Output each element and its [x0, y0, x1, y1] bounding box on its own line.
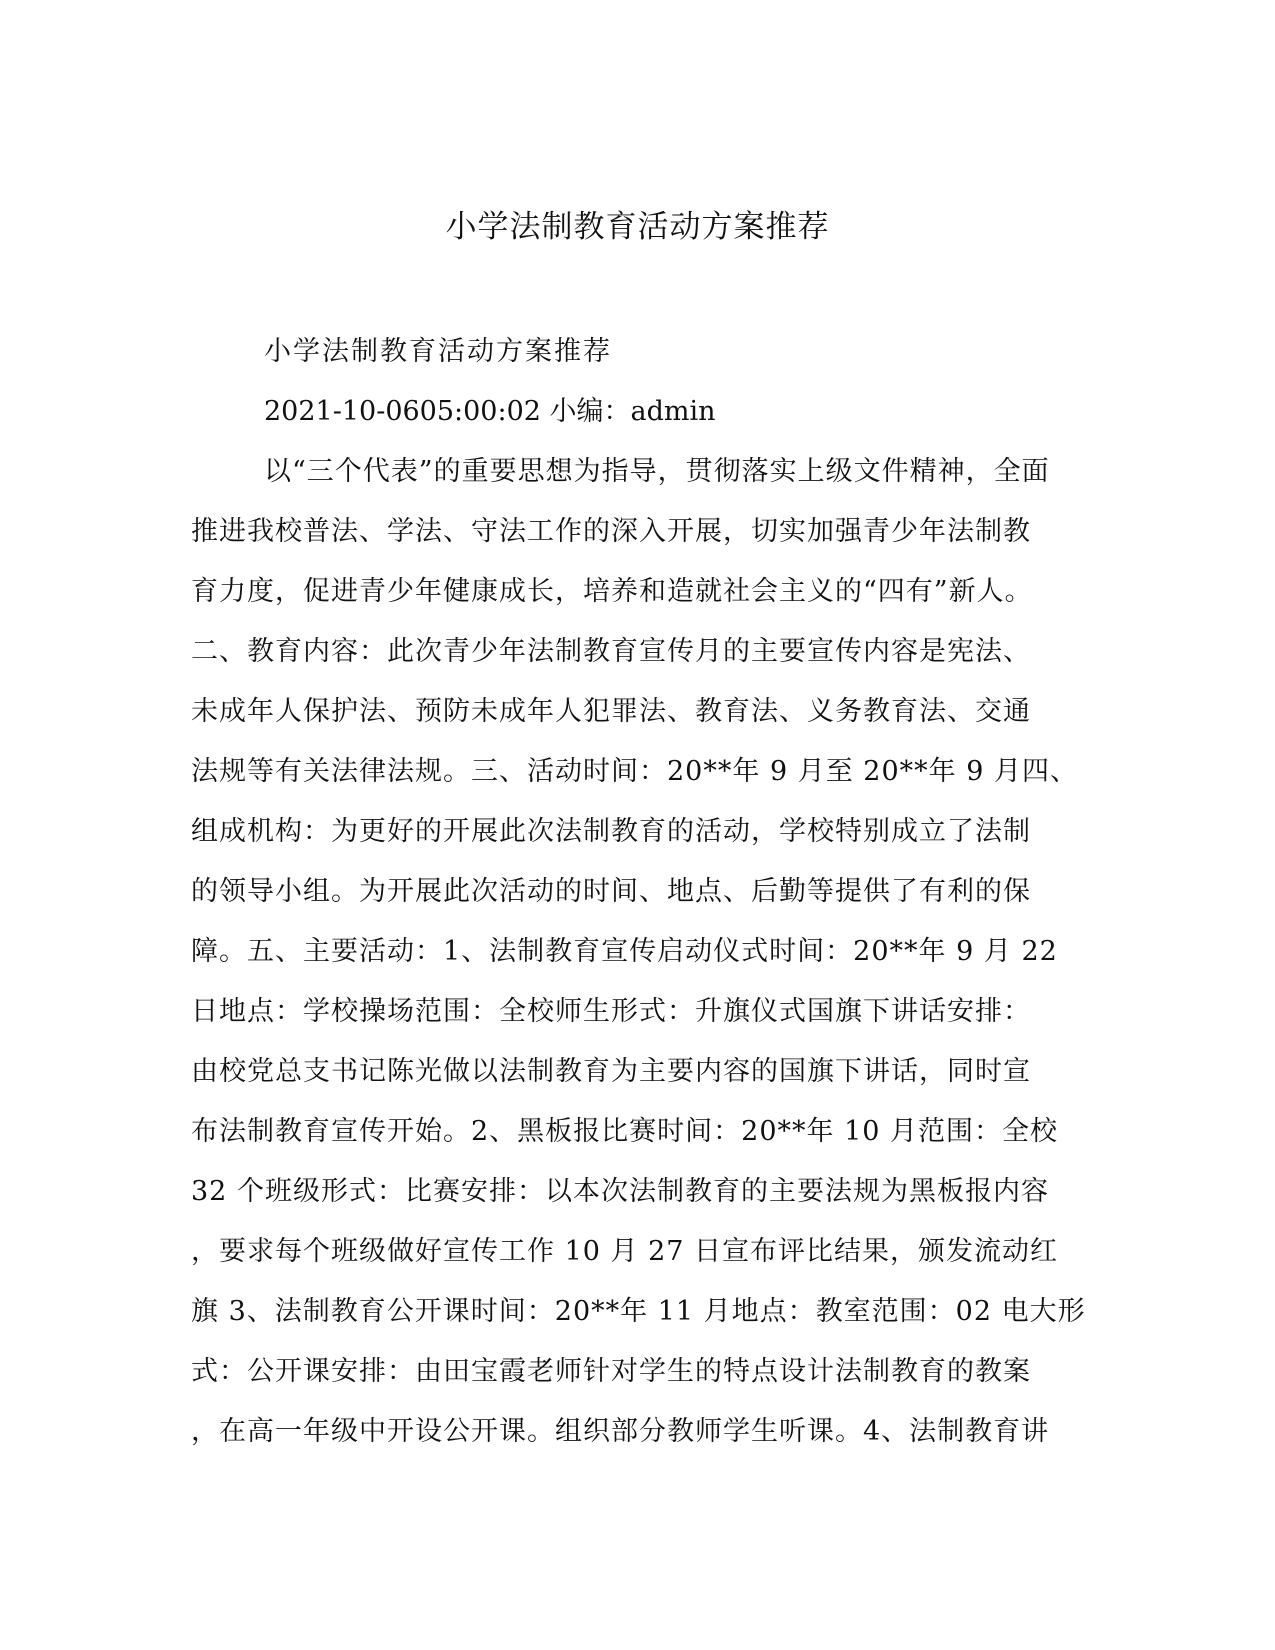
body-line: 未成年人保护法、预防未成年人犯罪法、教育法、义务教育法、交通 [191, 696, 1031, 727]
body-line: 障。五、主要活动：1、法制教育宣传启动仪式时间：20**年 9 月 22 [191, 936, 1058, 967]
body-line: 以“三个代表”的重要思想为指导，贯彻落实上级文件精神，全面 [264, 456, 1050, 487]
document-title: 小学法制教育活动方案推荐 [445, 209, 830, 245]
body-line: ，要求每个班级做好宣传工作 10 月 27 日宣布评比结果，颁发流动红 [191, 1236, 1059, 1267]
body-line: 32 个班级形式：比赛安排：以本次法制教育的主要法规为黑板报内容 [191, 1176, 1049, 1207]
body-line: ，在高一年级中开设公开课。组织部分教师学生听课。4、法制教育讲 [191, 1416, 1050, 1447]
body-line: 式：公开课安排：由田宝霞老师针对学生的特点设计法制教育的教案 [191, 1356, 1031, 1387]
body-line: 推进我校普法、学法、守法工作的深入开展，切实加强青少年法制教 [191, 516, 1031, 547]
body-line: 日地点：学校操场范围：全校师生形式：升旗仪式国旗下讲话安排： [191, 996, 1031, 1027]
document-subtitle: 小学法制教育活动方案推荐 [264, 336, 612, 367]
body-line: 旗 3、法制教育公开课时间：20**年 11 月地点：教室范围：02 电大形 [191, 1296, 1086, 1327]
document-body [191, 454, 1086, 1474]
body-line: 育力度，促进青少年健康成长，培养和造就社会主义的“四有”新人。 [191, 576, 1033, 607]
body-line: 布法制教育宣传开始。2、黑板报比赛时间：20**年 10 月范围：全校 [191, 1116, 1059, 1147]
body-line: 组成机构：为更好的开展此次法制教育的活动，学校特别成立了法制 [191, 816, 1031, 847]
document-meta: 2021-10-0605:00:02 小编：admin [264, 396, 716, 427]
body-line: 由校党总支书记陈光做以法制教育为主要内容的国旗下讲话，同时宣 [191, 1056, 1031, 1087]
body-line: 法规等有关法律法规。三、活动时间：20**年 9 月至 20**年 9 月四、 [191, 756, 1078, 787]
body-line: 的领导小组。为开展此次活动的时间、地点、后勤等提供了有利的保 [191, 876, 1031, 907]
body-line: 二、教育内容：此次青少年法制教育宣传月的主要宣传内容是宪法、 [191, 636, 1031, 667]
